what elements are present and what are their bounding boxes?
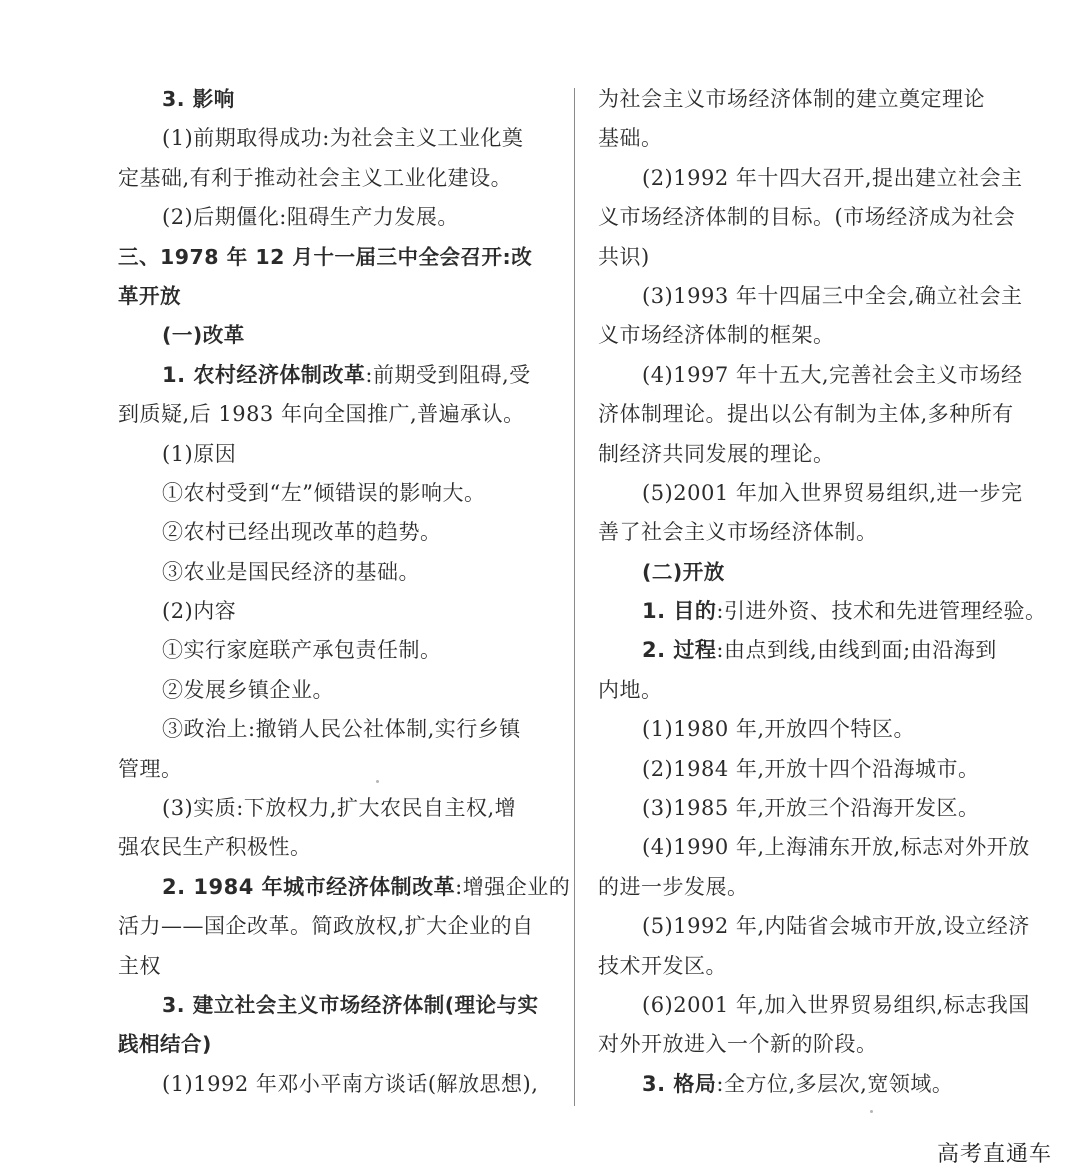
text-span: :增强企业的 (455, 874, 571, 899)
text-line: 定基础,有利于推动社会主义工业化建设。 (118, 165, 513, 190)
text-line (598, 1065, 1034, 1104)
text-line: ①实行家庭联产承包责任制。 (162, 638, 442, 663)
text-line: ②农村已经出现改革的趋势。 (162, 520, 442, 545)
section-heading-reform-opening: 三、1978 年 12 月十一届三中全会召开:改 (118, 244, 533, 269)
heading-market-economy-cont: 践相结合) (118, 1032, 212, 1057)
text-line: 活力——国企改革。简政放权,扩大企业的自 (118, 914, 534, 939)
scan-speck (376, 780, 379, 783)
text-line: (1)1980 年,开放四个特区。 (642, 717, 916, 742)
text-line: 对外开放进入一个新的阶段。 (598, 1032, 878, 1057)
text-line (598, 592, 1047, 631)
text-line (118, 356, 554, 395)
text-line (598, 631, 1034, 670)
text-line: 制经济共同发展的理论。 (598, 441, 835, 466)
text-line: 强农民生产积极性。 (118, 835, 312, 860)
bold-term: 1. 目的 (642, 599, 717, 624)
heading-market-economy: 3. 建立社会主义市场经济体制(理论与实 (162, 992, 539, 1017)
heading-impact: 3. 影响 (162, 87, 235, 111)
text-line: (2)后期僵化:阻碍生产力发展。 (162, 205, 459, 230)
bold-term: 2. 1984 年城市经济体制改革 (162, 874, 456, 899)
text-line: (3)1985 年,开放三个沿海开发区。 (642, 796, 980, 821)
text-span: :前期受到阻碍,受 (365, 362, 531, 387)
text-line: 共识) (598, 244, 650, 269)
text-line: 善了社会主义市场经济体制。 (598, 520, 878, 545)
text-line: 内地。 (598, 677, 663, 702)
text-line: 为社会主义市场经济体制的建立奠定理论 (598, 87, 985, 111)
text-line: 到质疑,后 1983 年向全国推广,普遍承认。 (118, 402, 525, 427)
text-line: (4)1997 年十五大,完善社会主义市场经 (642, 362, 1023, 387)
text-line: ①农村受到“左”倾错误的影响大。 (162, 480, 486, 505)
text-line: (3)1993 年十四届三中全会,确立社会主 (642, 283, 1023, 308)
text-line: ②发展乡镇企业。 (162, 677, 334, 702)
text-line: 基础。 (598, 126, 663, 151)
text-line: 济体制理论。提出以公有制为主体,多种所有 (598, 402, 1014, 427)
subheading-opening: (二)开放 (642, 559, 725, 584)
text-line: (5)2001 年加入世界贸易组织,进一步完 (642, 480, 1023, 505)
text-line: 管理。 (118, 756, 183, 781)
text-line: (1)前期取得成功:为社会主义工业化奠 (162, 126, 524, 151)
bold-term: 1. 农村经济体制改革 (162, 362, 366, 387)
right-column (598, 80, 1047, 1104)
text-line: (1)原因 (162, 441, 237, 466)
column-divider (574, 88, 575, 1106)
text-line (118, 868, 571, 907)
subheading-reform: (一)改革 (162, 323, 245, 348)
text-line: 义市场经济体制的目标。(市场经济成为社会 (598, 205, 1016, 230)
text-line: ③政治上:撤销人民公社体制,实行乡镇 (162, 717, 521, 742)
text-line: (5)1992 年,内陆省会城市开放,设立经济 (642, 914, 1030, 939)
text-line: 义市场经济体制的框架。 (598, 323, 835, 348)
scan-speck (870, 1110, 873, 1113)
text-span: :引进外资、技术和先进管理经验。 (716, 599, 1047, 624)
text-line: (2)内容 (162, 599, 237, 624)
text-line: (2)1992 年十四大召开,提出建立社会主 (642, 165, 1023, 190)
text-line: (1)1992 年邓小平南方谈话(解放思想), (162, 1071, 539, 1096)
text-line: (6)2001 年,加入世界贸易组织,标志我国 (642, 992, 1030, 1017)
watermark-text: 高考直通车 (936, 1142, 1052, 1167)
text-span: :由点到线,由线到面;由沿海到 (716, 638, 997, 663)
text-line: ③农业是国民经济的基础。 (162, 559, 420, 584)
text-line: (2)1984 年,开放十四个沿海城市。 (642, 756, 980, 781)
section-heading-reform-opening-cont: 革开放 (118, 283, 181, 308)
bold-term: 3. 格局 (642, 1071, 717, 1096)
text-line: (4)1990 年,上海浦东开放,标志对外开放 (642, 835, 1030, 860)
left-column (118, 80, 571, 1104)
text-line: 主权 (118, 953, 161, 978)
bold-term: 2. 过程 (642, 638, 717, 663)
text-line: 的进一步发展。 (598, 874, 749, 899)
text-line: (3)实质:下放权力,扩大农民自主权,增 (162, 796, 517, 821)
text-line: 技术开发区。 (598, 953, 727, 978)
text-span: :全方位,多层次,宽领域。 (716, 1071, 954, 1096)
